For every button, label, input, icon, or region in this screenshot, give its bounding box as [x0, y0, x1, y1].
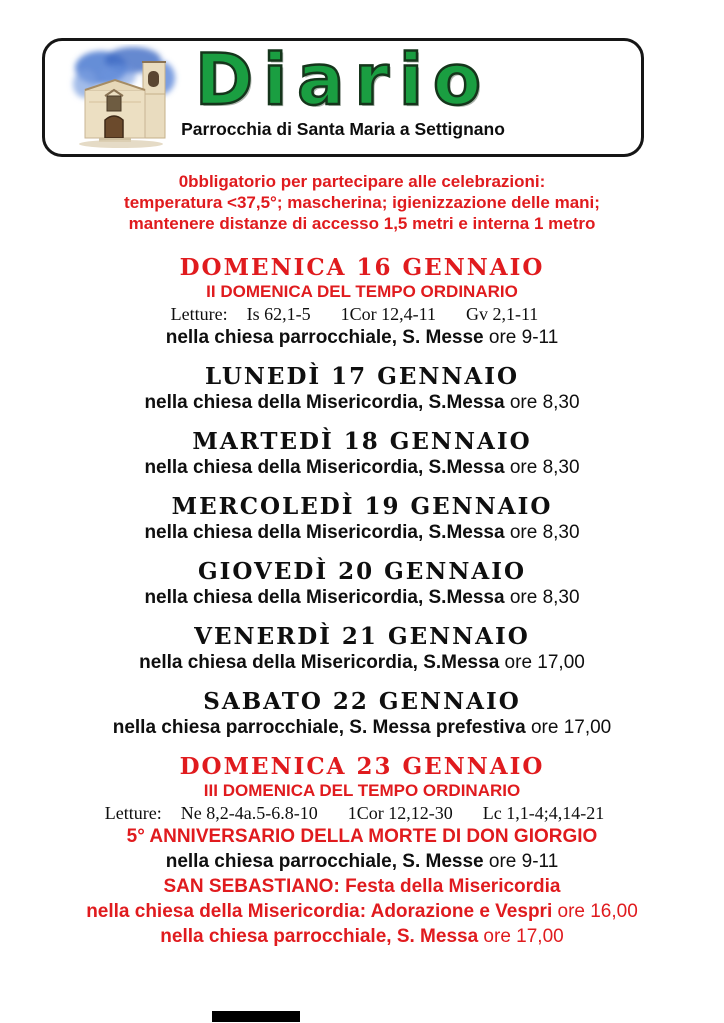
- day-subtitle: II DOMENICA DEL TEMPO ORDINARIO: [206, 282, 518, 301]
- diary-section: [0, 493, 724, 545]
- day-heading: LUNEDÌ 17 GENNAIO: [204, 363, 520, 390]
- schedule-line: [0, 875, 724, 899]
- day-heading: MARTEDÌ 18 GENNAIO: [192, 428, 532, 455]
- diary-section: [0, 363, 724, 415]
- schedule-location: nella chiesa della Misericordia, S.Messa: [144, 392, 505, 413]
- schedule-line: [0, 925, 724, 949]
- diary-section: [0, 558, 724, 610]
- page-title: Diario: [195, 39, 491, 121]
- schedule-time: ore 17,00: [478, 926, 564, 947]
- reading-ref: 1Cor 12,12-30: [347, 803, 453, 823]
- day-heading: SABATO 22 GENNAIO: [203, 688, 521, 715]
- schedule-location: nella chiesa della Misericordia, S.Messa: [139, 652, 500, 673]
- schedule-line: [0, 326, 724, 350]
- schedule-location: SAN SEBASTIANO: Festa della Misericordia: [163, 876, 561, 897]
- schedule-location: nella chiesa della Misericordia, S.Messa: [144, 457, 505, 478]
- reading-ref: 1Cor 12,4-11: [340, 304, 436, 324]
- covid-notice-line: 0bbligatorio per partecipare alle celebrazioni:: [178, 172, 546, 191]
- covid-notice-line: temperatura <37,5°; mascherina; igienizzazione delle mani;: [124, 193, 600, 212]
- day-heading: VENERDÌ 21 GENNAIO: [194, 623, 530, 650]
- schedule-location: nella chiesa della Misericordia, S.Messa: [144, 587, 505, 608]
- header: [42, 38, 644, 157]
- readings-label: Letture:: [104, 803, 162, 823]
- diary-sections: [0, 254, 724, 949]
- readings-label: Letture:: [170, 304, 228, 324]
- schedule-line: [0, 825, 724, 849]
- schedule-location: nella chiesa parrocchiale, S. Messe: [165, 327, 484, 348]
- schedule-time: ore 8,30: [504, 457, 580, 478]
- reading-ref: Lc 1,1-4;4,14-21: [482, 803, 605, 823]
- schedule-location: nella chiesa della Misericordia: Adorazione e Vespri: [86, 901, 553, 922]
- schedule-time: ore 17,00: [525, 717, 612, 738]
- reading-ref: Ne 8,2-4a.5-6.8-10: [180, 803, 318, 823]
- diary-section: [0, 254, 724, 350]
- day-heading: DOMENICA 23 GENNAIO: [179, 753, 545, 780]
- covid-notice: [0, 171, 724, 234]
- diary-section: [0, 428, 724, 480]
- schedule-time: ore 8,30: [504, 392, 580, 413]
- schedule-time: ore 8,30: [504, 522, 580, 543]
- schedule-line: [0, 456, 724, 480]
- schedule-time: ore 16,00: [552, 901, 638, 922]
- schedule-line: [0, 651, 724, 675]
- schedule-time: ore 9-11: [483, 851, 559, 872]
- schedule-line: [0, 900, 724, 924]
- day-heading: MERCOLEDÌ 19 GENNAIO: [171, 493, 553, 520]
- schedule-time: ore 8,30: [504, 587, 580, 608]
- schedule-location: nella chiesa parrocchiale, S. Messa prefestiva: [112, 717, 526, 738]
- reading-ref: Gv 2,1-11: [465, 304, 539, 324]
- diary-section: [0, 623, 724, 675]
- schedule-location: nella chiesa parrocchiale, S. Messa: [160, 926, 479, 947]
- diary-section: [0, 753, 724, 949]
- schedule-location: nella chiesa parrocchiale, S. Messe: [165, 851, 484, 872]
- readings-line: [0, 304, 724, 325]
- day-heading: GIOVEDÌ 20 GENNAIO: [198, 558, 526, 585]
- day-heading: DOMENICA 16 GENNAIO: [179, 254, 545, 281]
- church-watercolor-image: [63, 44, 185, 150]
- scan-artifact-bar: [212, 1011, 300, 1022]
- schedule-line: [0, 850, 724, 874]
- day-subtitle: III DOMENICA DEL TEMPO ORDINARIO: [203, 781, 521, 800]
- parish-name: Parrocchia di Santa Maria a Settignano: [181, 119, 505, 139]
- covid-notice-line: mantenere distanze di accesso 1,5 metri e interna 1 metro: [128, 214, 596, 233]
- diary-section: [0, 688, 724, 740]
- reading-ref: Is 62,1-5: [246, 304, 311, 324]
- readings-line: [0, 803, 724, 824]
- schedule-location: 5° ANNIVERSARIO DELLA MORTE DI DON GIORGIO: [126, 826, 598, 847]
- schedule-line: [0, 586, 724, 610]
- schedule-line: [0, 716, 724, 740]
- schedule-location: nella chiesa della Misericordia, S.Messa: [144, 522, 505, 543]
- schedule-line: [0, 391, 724, 415]
- schedule-time: ore 9-11: [483, 327, 559, 348]
- schedule-time: ore 17,00: [499, 652, 585, 673]
- schedule-line: [0, 521, 724, 545]
